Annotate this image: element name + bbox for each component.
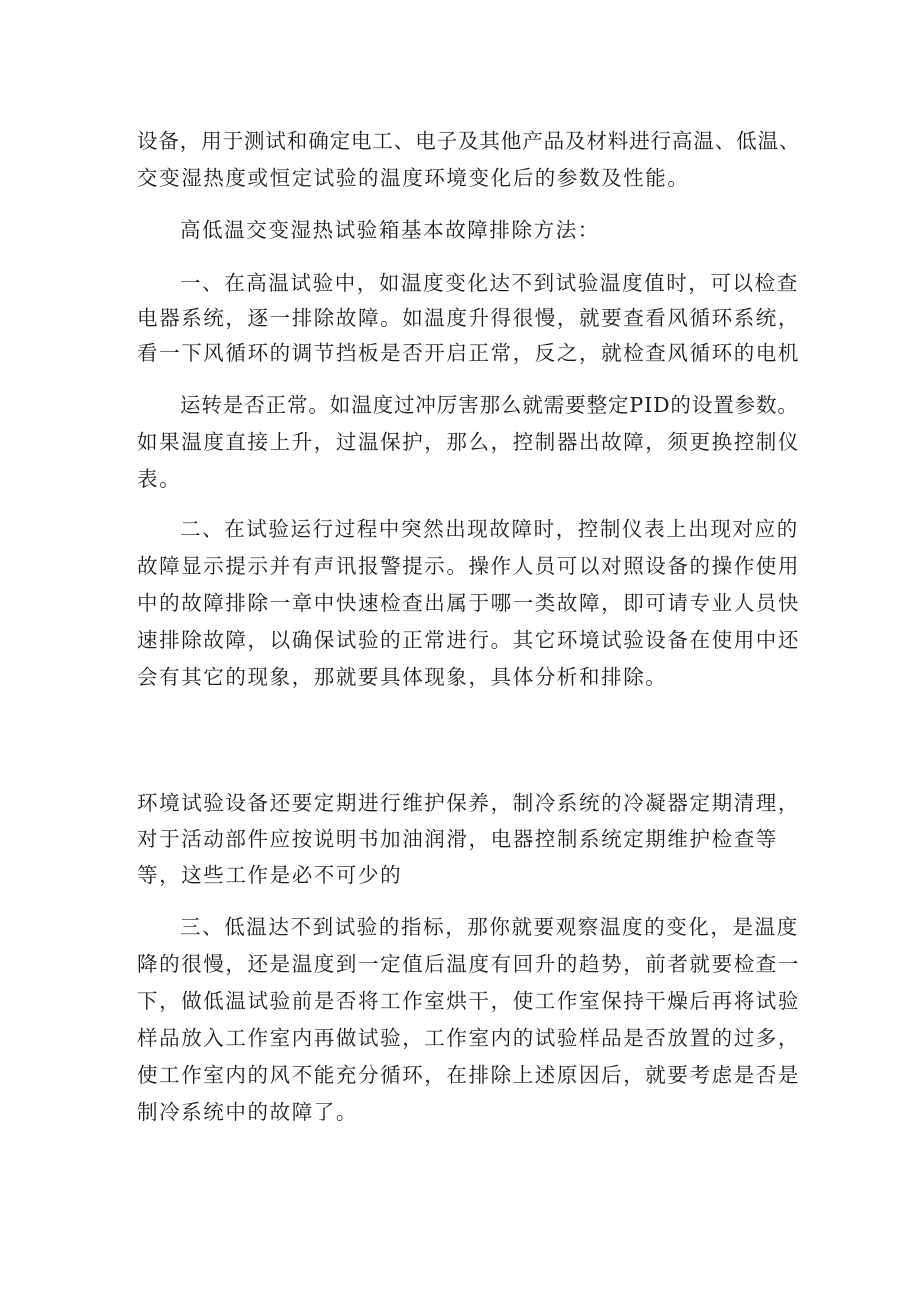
text-line: 等，这些工作是必不可少的 — [137, 863, 403, 887]
text-line: 一、在高温试验中，如温度变化达不到试验温度值时，可以检查 — [180, 271, 799, 295]
text-line: 电器系统，逐一排除故障。如温度升得很慢，就要查看风循环系统， — [137, 306, 800, 330]
text-line: 设备，用于测试和确定电工、电子及其他产品及材料进行高温、低温、 — [137, 129, 801, 153]
text-line: 三、低温达不到试验的指标，那你就要观察温度的变化，是温度 — [180, 915, 799, 939]
text-line: 运转是否正常。如温度过冲厉害那么就需要整定PID的设置参数。 — [180, 393, 799, 417]
text-line: 下，做低温试验前是否将工作室烘干，使工作室保持干燥后再将试验 — [137, 989, 800, 1013]
section-heading: 高低温交变湿热试验箱基本故障排除方法： — [180, 218, 600, 242]
text-line: 二、在试验运行过程中突然出现故障时，控制仪表上出现对应的 — [180, 517, 799, 541]
text-line: 使工作室内的风不能充分循环，在排除上述原因后，就要考虑是否是 — [137, 1063, 800, 1087]
text-line: 制冷系统中的故障了。 — [137, 1100, 358, 1124]
text-line: 中的故障排除一章中快速检查出属于哪一类故障，即可请专业人员快 — [137, 591, 800, 615]
text-line: 对于活动部件应按说明书加油润滑，电器控制系统定期维护检查等 — [137, 827, 778, 851]
text-line: 速排除故障，以确保试验的正常进行。其它环境试验设备在使用中还 — [137, 628, 800, 652]
text-line: 样品放入工作室内再做试验，工作室内的试验样品是否放置的过多， — [137, 1026, 800, 1050]
text-line: 降的很慢，还是温度到一定值后温度有回升的趋势，前者就要检查一 — [137, 952, 800, 976]
text-line: 如果温度直接上升，过温保护，那么，控制器出故障，须更换控制仪 — [137, 430, 800, 454]
text-line: 交变湿热度或恒定试验的温度环境变化后的参数及性能。 — [137, 166, 690, 190]
text-line: 表。 — [137, 467, 182, 491]
text-line: 故障显示提示并有声讯报警提示。操作人员可以对照设备的操作使用 — [137, 554, 800, 578]
text-line: 环境试验设备还要定期进行维护保养，制冷系统的冷凝器定期清理， — [137, 791, 800, 815]
text-line: 看一下风循环的调节挡板是否开启正常，反之，就检查风循环的电机 — [137, 341, 800, 365]
text-line: 会有其它的现象，那就要具体现象，具体分析和排除。 — [137, 665, 668, 689]
